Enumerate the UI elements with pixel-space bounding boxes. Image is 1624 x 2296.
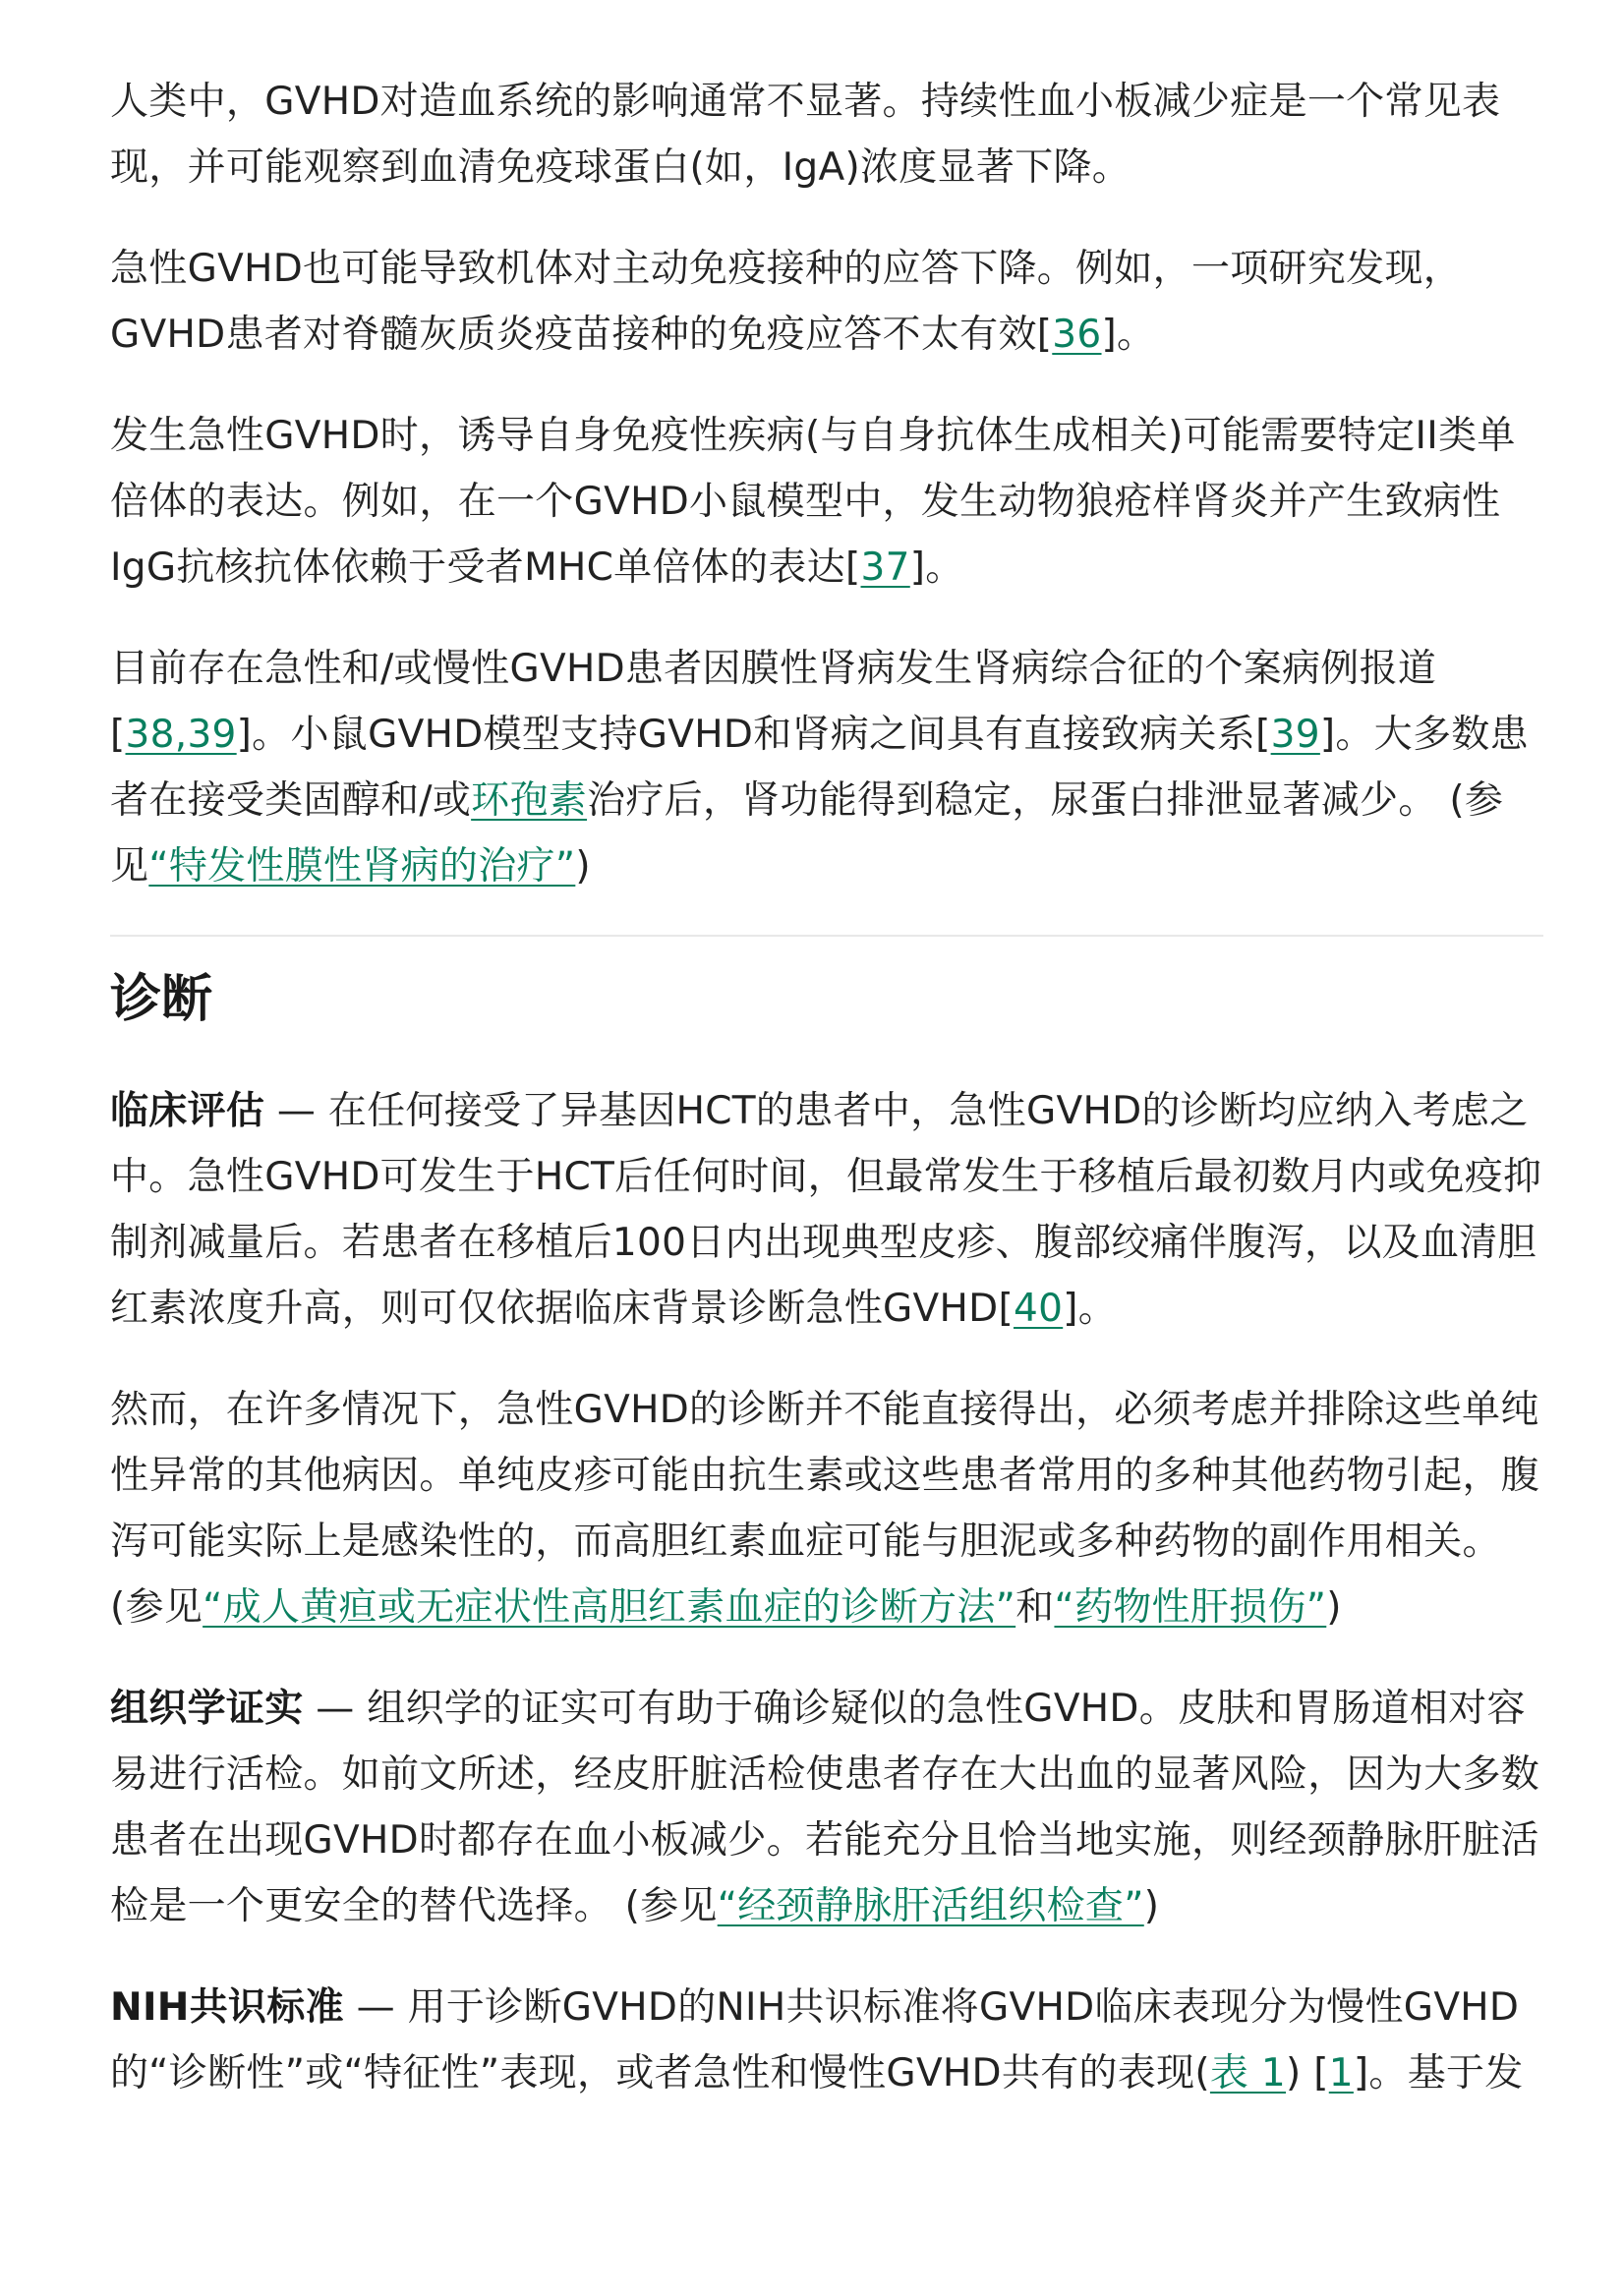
paragraph-text: ]。小鼠GVHD模型支持GVHD和肾病之间具有直接致病关系[ bbox=[236, 713, 1271, 757]
paragraph-text: ]。大多数患者在接受类固醇和/或 bbox=[110, 713, 1529, 823]
paragraph-text: — 在任何接受了异基因HCT的患者中，急性GVHD的诊断均应纳入考虑之中。急性GVHD可发生于HCT后任何时间，但最常发生于移植后最初数月内或免疫抑制剂减量后。若患者在移植后100日内出现典型皮疹、腹部绞痛伴腹泻，以及血清胆红素浓度升高，则可仅依据临床背景诊断急性GVHD[ bbox=[110, 1089, 1542, 1331]
paragraph-text: ]。 bbox=[1063, 1287, 1118, 1331]
paragraph-text: 然而，在许多情况下，急性GVHD的诊断并不能直接得出，必须考虑并排除这些单纯性异常的其他病因。单纯皮疹可能由抗生素或这些患者常用的多种其他药物引起，腹泻可能实际上是感染性的，而高胆红素血症可能与胆泥或多种药物的副作用相关。 (参见 bbox=[110, 1388, 1540, 1630]
topic-link-transjugular-biopsy[interactable]: “经颈静脉肝活组织检查” bbox=[717, 1884, 1144, 1928]
paragraph-text: ) bbox=[1143, 1884, 1160, 1928]
paragraph-histology bbox=[110, 1676, 1543, 1939]
subheading-clinical-evaluation: 临床评估 bbox=[110, 1089, 265, 1133]
reference-link-36[interactable]: 36 bbox=[1052, 313, 1102, 357]
paragraph-text: 和 bbox=[1015, 1585, 1055, 1630]
section-divider bbox=[110, 935, 1543, 937]
topic-link-jaundice[interactable]: “成人黄疸或无症状性高胆红素血症的诊断方法” bbox=[203, 1585, 1016, 1630]
paragraph-text: 治疗后，肾功能得到稳定，尿蛋白排泄显著减少。 (参见 bbox=[110, 778, 1504, 889]
paragraph-nephropathy bbox=[110, 636, 1543, 899]
paragraph-text: 发生急性GVHD时，诱导自身免疫性疾病(与自身抗体生成相关)可能需要特定II类单倍体的表达。例如，在一个GVHD小鼠模型中，发生动物狼疮样肾炎并产生致病性IgG抗核抗体依赖于受者MHC单倍体的表达[ bbox=[110, 414, 1516, 590]
paragraph-text: — 用于诊断GVHD的NIH共识标准将GVHD临床表现分为慢性GVHD的“诊断性”或“特征性”表现，或者急性和慢性GVHD共有的表现( bbox=[110, 1985, 1520, 2095]
paragraph-differential bbox=[110, 1377, 1543, 1640]
reference-link-1[interactable]: 1 bbox=[1328, 2051, 1354, 2095]
subheading-nih-criteria: NIH共识标准 bbox=[110, 1985, 344, 2030]
section-heading-diagnosis: 诊断 bbox=[110, 970, 213, 1029]
paragraph-text: 目前存在急性和/或慢性GVHD患者因膜性肾病发生肾病综合征的个案病例报道[ bbox=[110, 647, 1437, 757]
paragraph-text: ]。 bbox=[909, 545, 964, 590]
paragraph-text: — 组织学的证实可有助于确诊疑似的急性GVHD。皮肤和胃肠道相对容易进行活检。如前文所述，经皮肝脏活检使患者存在大出血的显著风险，因为大多数患者在出现GVHD时都存在血小板减少。若能充分且恰当地实施，则经颈静脉肝脏活检是一个更安全的替代选择。 (参见 bbox=[110, 1687, 1540, 1928]
reference-link-38-39[interactable]: 38,39 bbox=[125, 713, 237, 757]
paragraph-text: ) [ bbox=[1286, 2051, 1329, 2095]
reference-link-39[interactable]: 39 bbox=[1270, 713, 1320, 757]
paragraph-nih-criteria bbox=[110, 1975, 1543, 2106]
table-link-1[interactable]: 表 1 bbox=[1209, 2051, 1287, 2095]
drug-link-cyclosporine[interactable]: 环孢素 bbox=[471, 778, 588, 823]
paragraph-text: ]。基于发 bbox=[1353, 2051, 1524, 2095]
reference-link-37[interactable]: 37 bbox=[860, 545, 910, 590]
topic-link-membranous-nephropathy[interactable]: “特发性膜性肾病的治疗” bbox=[148, 844, 576, 889]
subheading-histology: 组织学证实 bbox=[110, 1687, 304, 1731]
paragraph-clinical-evaluation bbox=[110, 1078, 1543, 1342]
paragraph-autoimmune bbox=[110, 403, 1543, 601]
paragraph-text: ) bbox=[575, 844, 591, 889]
paragraph-text: 急性GVHD也可能导致机体对主动免疫接种的应答下降。例如，一项研究发现，GVHD患者对脊髓灰质炎疫苗接种的免疫应答不太有效[ bbox=[110, 247, 1463, 357]
paragraph-text: 人类中，GVHD对造血系统的影响通常不显著。持续性血小板减少症是一个常见表现，并可能观察到血清免疫球蛋白(如，IgA)浓度显著下降。 bbox=[110, 80, 1501, 190]
reference-link-40[interactable]: 40 bbox=[1013, 1287, 1064, 1331]
paragraph-text: ) bbox=[1326, 1585, 1342, 1630]
paragraph-hematopoietic bbox=[110, 69, 1543, 201]
topic-link-drug-liver-injury[interactable]: “药物性肝损伤” bbox=[1054, 1585, 1327, 1630]
paragraph-text: ]。 bbox=[1101, 313, 1156, 357]
paragraph-vaccination bbox=[110, 236, 1543, 368]
